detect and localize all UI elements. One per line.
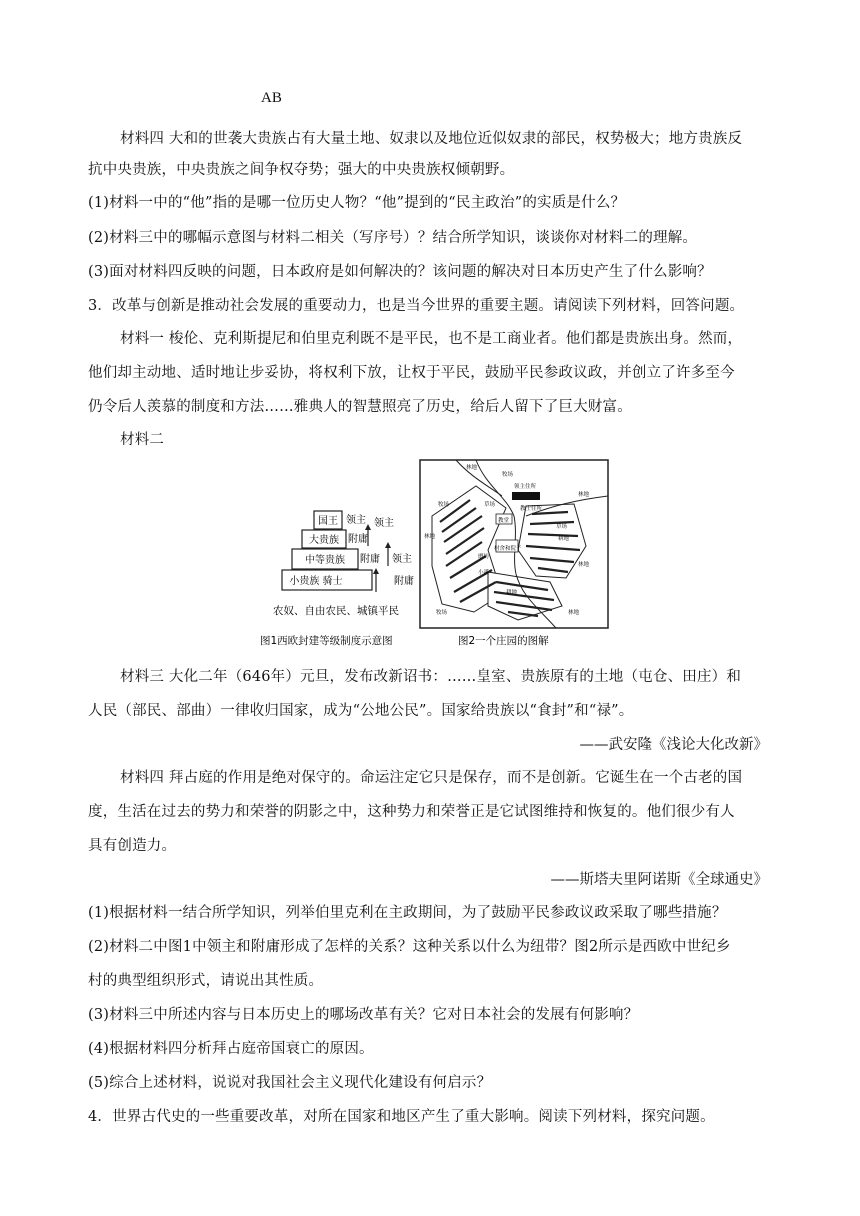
manor-label: 耕地 [558, 536, 570, 542]
material-label: 材料二 [120, 432, 165, 448]
manor-label: 林地 [578, 562, 590, 568]
manor-label: 领主住所 [514, 484, 537, 490]
question-line: (3)材料三中所述内容与日本历史上的哪场改革有关？它对日本社会的发展有何影响？ [88, 1007, 639, 1023]
source-citation: ——武安隆《浅论大化改新》 [579, 737, 768, 753]
pyramid-row-4: 小贵族 骑士 [289, 576, 343, 587]
lord-label-1: 领主 [346, 515, 366, 526]
manor-label: 林地 [568, 610, 580, 616]
vassal-label-3: 附庸 [394, 576, 414, 587]
manor-label: 林地 [466, 465, 478, 471]
manor-label: 林地 [424, 534, 436, 540]
figure-caption-1: 图1西欧封建等级制度示意图 [260, 635, 393, 647]
manor-label: 牧场 [502, 472, 514, 478]
figure-caption-2: 图2一个庄园的图解 [458, 635, 549, 647]
question-line: 村的典型组织形式，请说出其性质。 [88, 973, 324, 989]
paragraph-line: 材料四 拜占庭的作用是绝对保守的。命运注定它只是保存，而不是创新。它诞生在一个古老的国 [120, 770, 743, 786]
vassal-label-2: 附庸 [360, 554, 380, 565]
figure-feudal-and-manor [256, 456, 610, 652]
question-line: (4)根据材料四分析拜占庭帝国衰亡的原因。 [88, 1041, 374, 1057]
question-line: (3)面对材料四反映的问题，日本政府是如何解决的？该问题的解决对日本历史产生了什么影响？ [88, 264, 712, 280]
pyramid-base-label: 农奴、自由农民、城镇平民 [273, 605, 399, 617]
manor-label: 牧场 [436, 610, 448, 616]
paragraph-line: 抗中央贵族，中央贵族之间争权夺势；强大的中央贵族权倾朝野。 [88, 162, 515, 178]
pyramid-row-3: 中等贵族 [305, 555, 345, 566]
question-line: (5)综合上述材料，说说对我国社会主义现代化建设有何启示？ [88, 1075, 492, 1091]
paragraph-line: 材料三 大化二年（646年）元旦，发布改新诏书：……皇室、贵族原有的土地（屯仓、田庄）和 [120, 669, 742, 685]
paragraph-line: 他们却主动地、适时地让步妥协，将权利下放，让权于平民，鼓励平民参政议政，并创立了许多至今 [88, 365, 735, 381]
pyramid-row-2: 大贵族 [309, 535, 339, 546]
manor-label: 林地 [578, 492, 590, 498]
manor-label: 牧场 [438, 502, 450, 508]
vassal-label-1: 附庸 [348, 534, 368, 545]
manor-label: 教士住所 [520, 506, 543, 512]
manor-label: 村舍和院子 [494, 546, 522, 552]
paragraph-line: 度，生活在过去的势力和荣誉的阴影之中，这种势力和荣誉正是它试图维持和恢复的。他们很少有人 [88, 804, 735, 820]
manor-label: 耕地 [506, 590, 518, 596]
paragraph-line: 仍令后人羡慕的制度和方法……雅典人的智慧照亮了历史，给后人留下了巨大财富。 [88, 399, 632, 415]
source-citation: ——斯塔夫里阿诺斯《全球通史》 [550, 872, 768, 888]
lord-label-3: 领主 [392, 554, 412, 565]
paragraph-line: 材料四 大和的世袭大贵族占有大量土地、奴隶以及地位近似奴隶的部民，权势极大；地方贵族反 [120, 131, 743, 147]
question-line: (2)材料三中的哪幅示意图与材料二相关（写序号）？结合所学知识，谈谈你对材料二的理解。 [88, 230, 698, 246]
paragraph-line: 人民（部民、部曲）一律收归国家，成为“公地公民”。国家给贵族以“食封”和“禄”。 [88, 703, 634, 719]
paragraph-line: 具有创造力。 [88, 838, 177, 854]
manor-label: 草场 [556, 524, 568, 530]
feudal-pyramid-diagram [273, 511, 414, 617]
top-label: AB [261, 90, 282, 106]
question-line: (1)材料一中的“他”指的是哪一位历史人物？“他”提到的“民主政治”的实质是什么？ [88, 195, 626, 211]
question-heading: 4．世界古代史的一些重要改革，对所在国家和地区产生了重大影响。阅读下列材料，探究问题。 [88, 1109, 715, 1125]
question-heading: 3．改革与创新是推动社会发展的重要动力，也是当今世界的重要主题。请阅读下列材料，回答问题。 [88, 298, 745, 314]
question-line: (1)根据材料一结合所学知识，列举伯里克利在主政期间，为了鼓励平民参政议政采取了哪些措施？ [88, 905, 727, 921]
pyramid-row-1: 国王 [318, 516, 338, 527]
manor-label: 教堂 [498, 518, 510, 524]
manor-label: 磨坊 [478, 554, 490, 560]
lord-label-2: 领主 [374, 518, 394, 529]
manor-diagram [420, 460, 608, 628]
manor-label: 草场 [484, 502, 496, 508]
paragraph-line: 材料一 梭伦、克利斯提尼和伯里克利既不是平民，也不是工商业者。他们都是贵族出身。然而， [120, 331, 743, 347]
question-line: (2)材料二中图1中领主和附庸形成了怎样的关系？这种关系以什么为纽带？图2所示是西欧中世纪乡 [88, 939, 731, 955]
manor-label: 小溪 [478, 570, 490, 576]
